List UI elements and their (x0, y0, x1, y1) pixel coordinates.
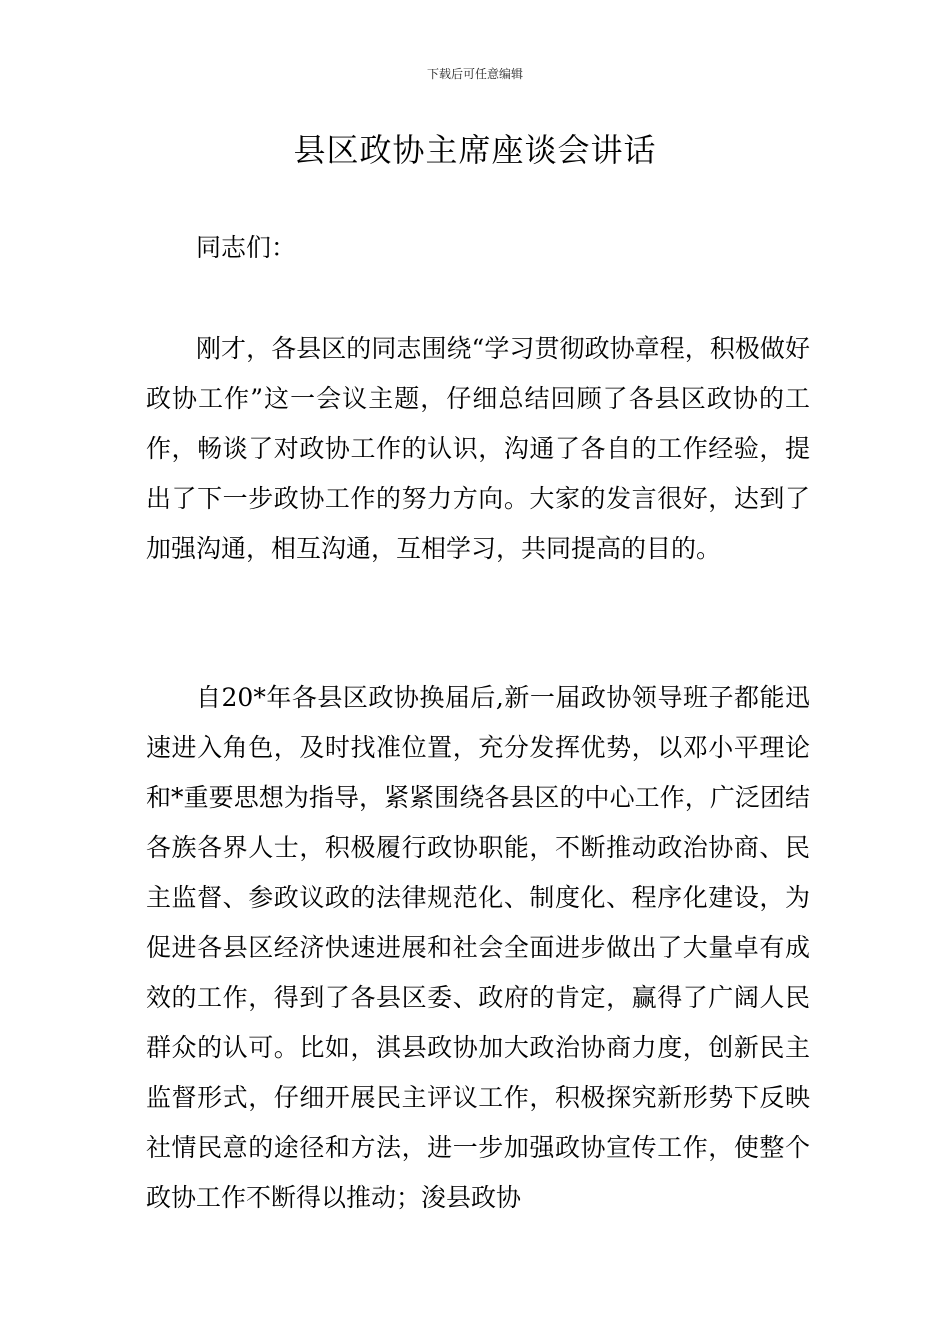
paragraph-2: 自20*年各县区政协换届后,新一届政协领导班子都能迅速进入角色，及时找准位置，充分发挥优势，以邓小平理论和*重要思想为指导，紧紧围绕各县区的中心工作，广泛团结各族各界人士，积极履行政协职能，不断推动政治协商、民主监督、参政议政的法律规范化、制度化、程序化建设，为促进各县区经济快速进展和社会全面进步做出了大量卓有成效的工作，得到了各县区委、政府的肯定，赢得了广阔人民群众的认可。比如，淇县政协加大政治协商力度，创新民主监督形式，仔细开展民主评议工作，积极探究新形势下反映社情民意的途径和方法，进一步加强政协宣传工作，使整个政协工作不断得以推动；浚县政协 (146, 683, 810, 1212)
header-note: 下载后可任意编辑 (426, 67, 523, 81)
document-title: 县区政协主席座谈会讲话 (293, 131, 657, 169)
paragraph-1: 刚才，各县区的同志围绕“学习贯彻政协章程，积极做好政协工作”这一会议主题，仔细总结回顾了各县区政协的工作，畅谈了对政协工作的认识，沟通了各自的工作经验，提出了下一步政协工作的努力方向。大家的发言很好，达到了加强沟通，相互沟通，互相学习，共同提高的目的。 (146, 334, 810, 563)
salutation: 同志们： (196, 233, 297, 262)
